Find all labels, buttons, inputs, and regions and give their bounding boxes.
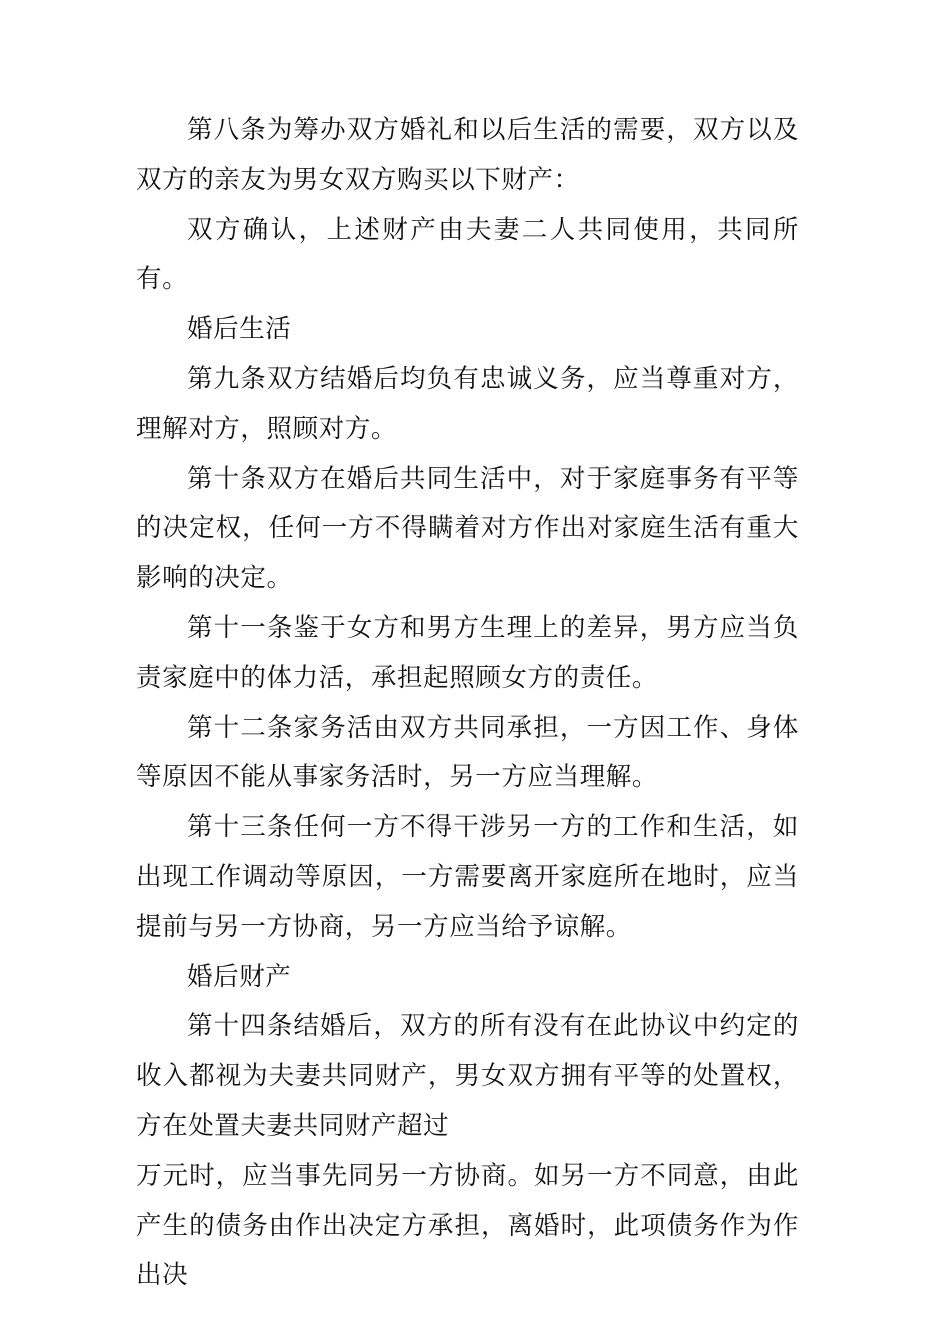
section-heading-married-life: 婚后生活 <box>187 314 292 345</box>
section-heading-marital-property: 婚后财产 <box>187 961 292 992</box>
paragraph-article-14-continued: 万元时，应当事先同另一方协商。如另一方不同意，由此产生的债务由作出决定方承担，离婚时，此项债务作为作出决 <box>136 1160 799 1291</box>
paragraph-article-13: 第十三条任何一方不得干涉另一方的工作和生活，如出现工作调动等原因，一方需要离开家庭所在地时，应当提前与另一方协商，另一方应当给予谅解。 <box>136 812 799 942</box>
paragraph-confirmation: 双方确认，上述财产由夫妻二人共同使用，共同所有。 <box>136 214 799 295</box>
paragraph-article-12: 第十二条家务活由双方共同承担，一方因工作、身体等原因不能从事家务活时，另一方应当理解。 <box>136 712 799 793</box>
paragraph-article-8: 第八条为筹办双方婚礼和以后生活的需要，双方以及双方的亲友为男女双方购买以下财产： <box>136 115 799 195</box>
paragraph-article-14: 第十四条结婚后，双方的所有没有在此协议中约定的收入都视为夫妻共同财产，男女双方拥有平等的处置权，方在处置夫妻共同财产超过 <box>136 1011 799 1141</box>
document-body <box>136 106 799 1301</box>
paragraph-article-9: 第九条双方结婚后均负有忠诚义务，应当尊重对方，理解对方，照顾对方。 <box>136 363 799 444</box>
paragraph-article-10: 第十条双方在婚后共同生活中，对于家庭事务有平等的决定权，任何一方不得瞒着对方作出对家庭生活有重大影响的决定。 <box>136 463 799 594</box>
paragraph-article-11: 第十一条鉴于女方和男方生理上的差异，男方应当负责家庭中的体力活，承担起照顾女方的责任。 <box>136 612 799 693</box>
